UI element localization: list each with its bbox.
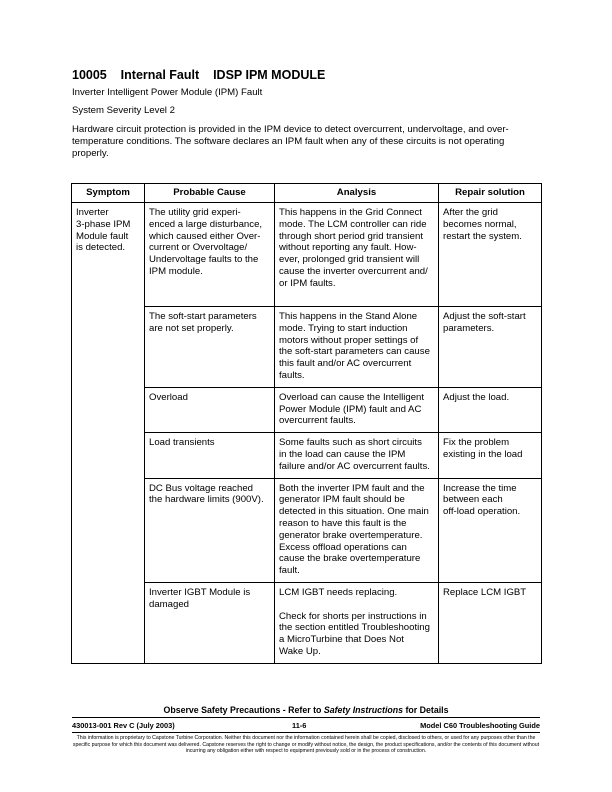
page-title	[72, 68, 325, 82]
fault-code: 10005	[72, 68, 107, 82]
safety-prefix: Observe Safety Precautions - Refer to	[163, 705, 324, 715]
guide-title: Model C60 Troubleshooting Guide	[420, 721, 540, 730]
analysis-cell: This happens in the Grid Connect mode. The LCM controller can ride through short period grid transient without reporting any fault. How- ever, prolonged grid transient will cause the inverter overcurrent and/ or IPM faults.	[275, 203, 439, 307]
cause-cell: Load transients	[145, 433, 275, 478]
repair-cell: Increase the time between each off-load operation.	[439, 478, 542, 582]
troubleshooting-table	[71, 183, 542, 664]
footer-divider	[72, 732, 540, 733]
repair-cell: Adjust the soft-start parameters.	[439, 307, 542, 388]
safety-notice	[72, 705, 540, 715]
fault-description: Hardware circuit protection is provided in the IPM device to detect overcurrent, undervoltage, and over-temperature conditions. The software declares an IPM fault when any of these circuits is not operating properly.	[72, 124, 509, 159]
header-probable-cause: Probable Cause	[145, 184, 275, 203]
repair-cell: After the grid becomes normal, restart the system.	[439, 203, 542, 307]
fault-subtitle: Inverter Intelligent Power Module (IPM) Fault	[72, 87, 263, 98]
analysis-cell: Overload can cause the Intelligent Power Module (IPM) fault and AC overcurrent faults.	[275, 387, 439, 432]
table-row	[72, 203, 542, 307]
repair-cell: Replace LCM IGBT	[439, 582, 542, 663]
cause-cell: Inverter IGBT Module is damaged	[145, 582, 275, 663]
analysis-cell: Some faults such as short circuits in the load can cause the IPM failure and/or AC overcurrent faults.	[275, 433, 439, 478]
analysis-cell: LCM IGBT needs replacing. Check for shorts per instructions in the section entitled Troubleshooting a MicroTurbine that Does Not Wake Up.	[275, 582, 439, 663]
repair-cell: Fix the problem existing in the load	[439, 433, 542, 478]
cause-cell: The soft-start parameters are not set properly.	[145, 307, 275, 388]
analysis-cell: Both the inverter IPM fault and the generator IPM fault should be detected in this situation. One main reason to have this fault is the generator brake overtemperature. Excess offload operations can cause the brake overtemperature fault.	[275, 478, 439, 582]
proprietary-notice: This information is proprietary to Capstone Turbine Corporation. Neither this document nor the information contained herein shall be copied, disclosed to others, or used for any purposes other than the specific purpose for which this document was delivered. Capstone reserves the right to change or modify without notice, the design, the product specifications, and/or the contents of this document without incurring any obligation either with respect to equipment previously sold or in the process of construction.	[72, 735, 540, 755]
table-header-row	[72, 184, 542, 203]
header-repair-solution: Repair solution	[439, 184, 542, 203]
fault-name: Internal Fault	[120, 68, 200, 82]
page-number: 11-6	[292, 721, 307, 730]
analysis-cell: This happens in the Stand Alone mode. Trying to start induction motors without proper settings of the soft-start parameters can cause this fault and/or AC overcurrent faults.	[275, 307, 439, 388]
severity-level: System Severity Level 2	[72, 105, 175, 116]
symptom-cell: Inverter 3-phase IPM Module fault is detected.	[72, 203, 145, 664]
repair-cell: Adjust the load.	[439, 387, 542, 432]
fault-detail: IDSP IPM MODULE	[213, 68, 326, 82]
document-number: 430013-001 Rev C (July 2003)	[72, 721, 175, 730]
header-symptom: Symptom	[72, 184, 145, 203]
header-analysis: Analysis	[275, 184, 439, 203]
cause-cell: The utility grid experi- enced a large disturbance, which caused either Over- current or Overvoltage/ Undervoltage faults to the IPM module.	[145, 203, 275, 307]
footer-divider	[72, 717, 540, 718]
cause-cell: DC Bus voltage reached the hardware limits (900V).	[145, 478, 275, 582]
safety-instructions-reference: Safety Instructions	[323, 705, 404, 715]
safety-suffix: for Details	[403, 705, 449, 715]
cause-cell: Overload	[145, 387, 275, 432]
